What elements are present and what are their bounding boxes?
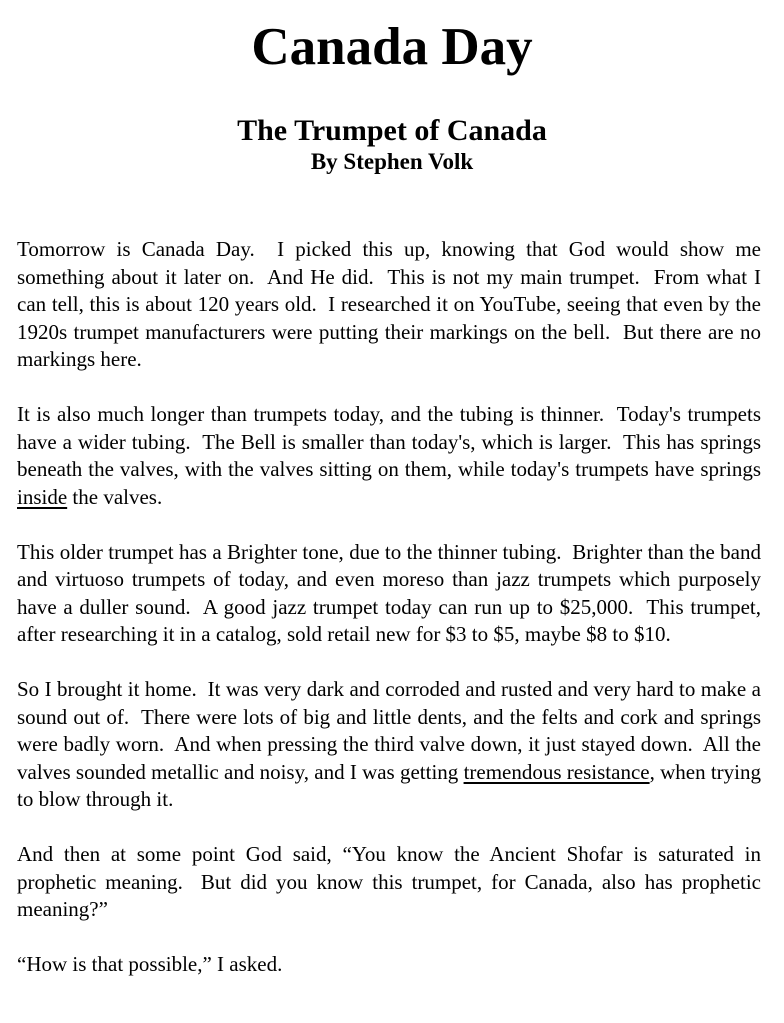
document-body — [0, 236, 784, 979]
underlined-text: inside — [17, 484, 68, 509]
paragraph-text: It is also much longer than trumpets today, and the tubing is thinner. Today's trumpets have a wider tubing. The Bell is smaller than today's, which is larger. This has springs beneath the valves, with the valves sitting on them, while today's trumpets have springs — [17, 402, 761, 481]
underlined-text: tremendous resistance — [463, 759, 650, 784]
paragraph — [17, 951, 761, 979]
paragraph — [17, 401, 761, 511]
paragraph-text: the valves. — [67, 484, 163, 509]
paragraph-text: “How is that possible,” I asked. — [17, 952, 283, 976]
paragraph-text: This older trumpet has a Brighter tone, due to the thinner tubing. Brighter than the band and virtuoso trumpets of today, and even moreso than jazz trumpets which purposely have a duller sound. A good jazz trumpet today can run up to $25,000. This trumpet, after researching it in a catalog, sold retail new for $3 to $5, maybe $8 to $10. — [17, 539, 761, 646]
paragraph — [17, 539, 761, 649]
paragraph — [17, 841, 761, 924]
page-title: Canada Day — [251, 18, 533, 76]
paragraph — [17, 676, 761, 814]
paragraph-text: And then at some point God said, “You know the Ancient Shofar is saturated in prophetic meaning. But did you know this trumpet, for Canada, also has prophetic meaning?” — [17, 842, 761, 921]
page-subtitle: The Trumpet of Canada — [237, 114, 547, 147]
paragraph — [17, 236, 761, 374]
paragraph-text: So I brought it home. It was very dark and corroded and rusted and very hard to make a sound out of. There were lots of big and little dents, and the felts and cork and springs were badly worn. And when pressing the third valve down, it just stayed down. All the valves sounded metallic and noisy, and I was getting — [17, 677, 761, 784]
paragraph-text: Tomorrow is Canada Day. I picked this up, knowing that God would show me something about it later on. And He did. This is not my main trumpet. From what I can tell, this is about 120 years old. I researched it on YouTube, seeing that even by the 1920s trumpet manufacturers were putting their markings on the bell. But there are no markings here. — [17, 237, 761, 371]
paragraph-text: , when trying to blow through it. — [17, 759, 761, 811]
page-byline: By Stephen Volk — [310, 149, 474, 174]
